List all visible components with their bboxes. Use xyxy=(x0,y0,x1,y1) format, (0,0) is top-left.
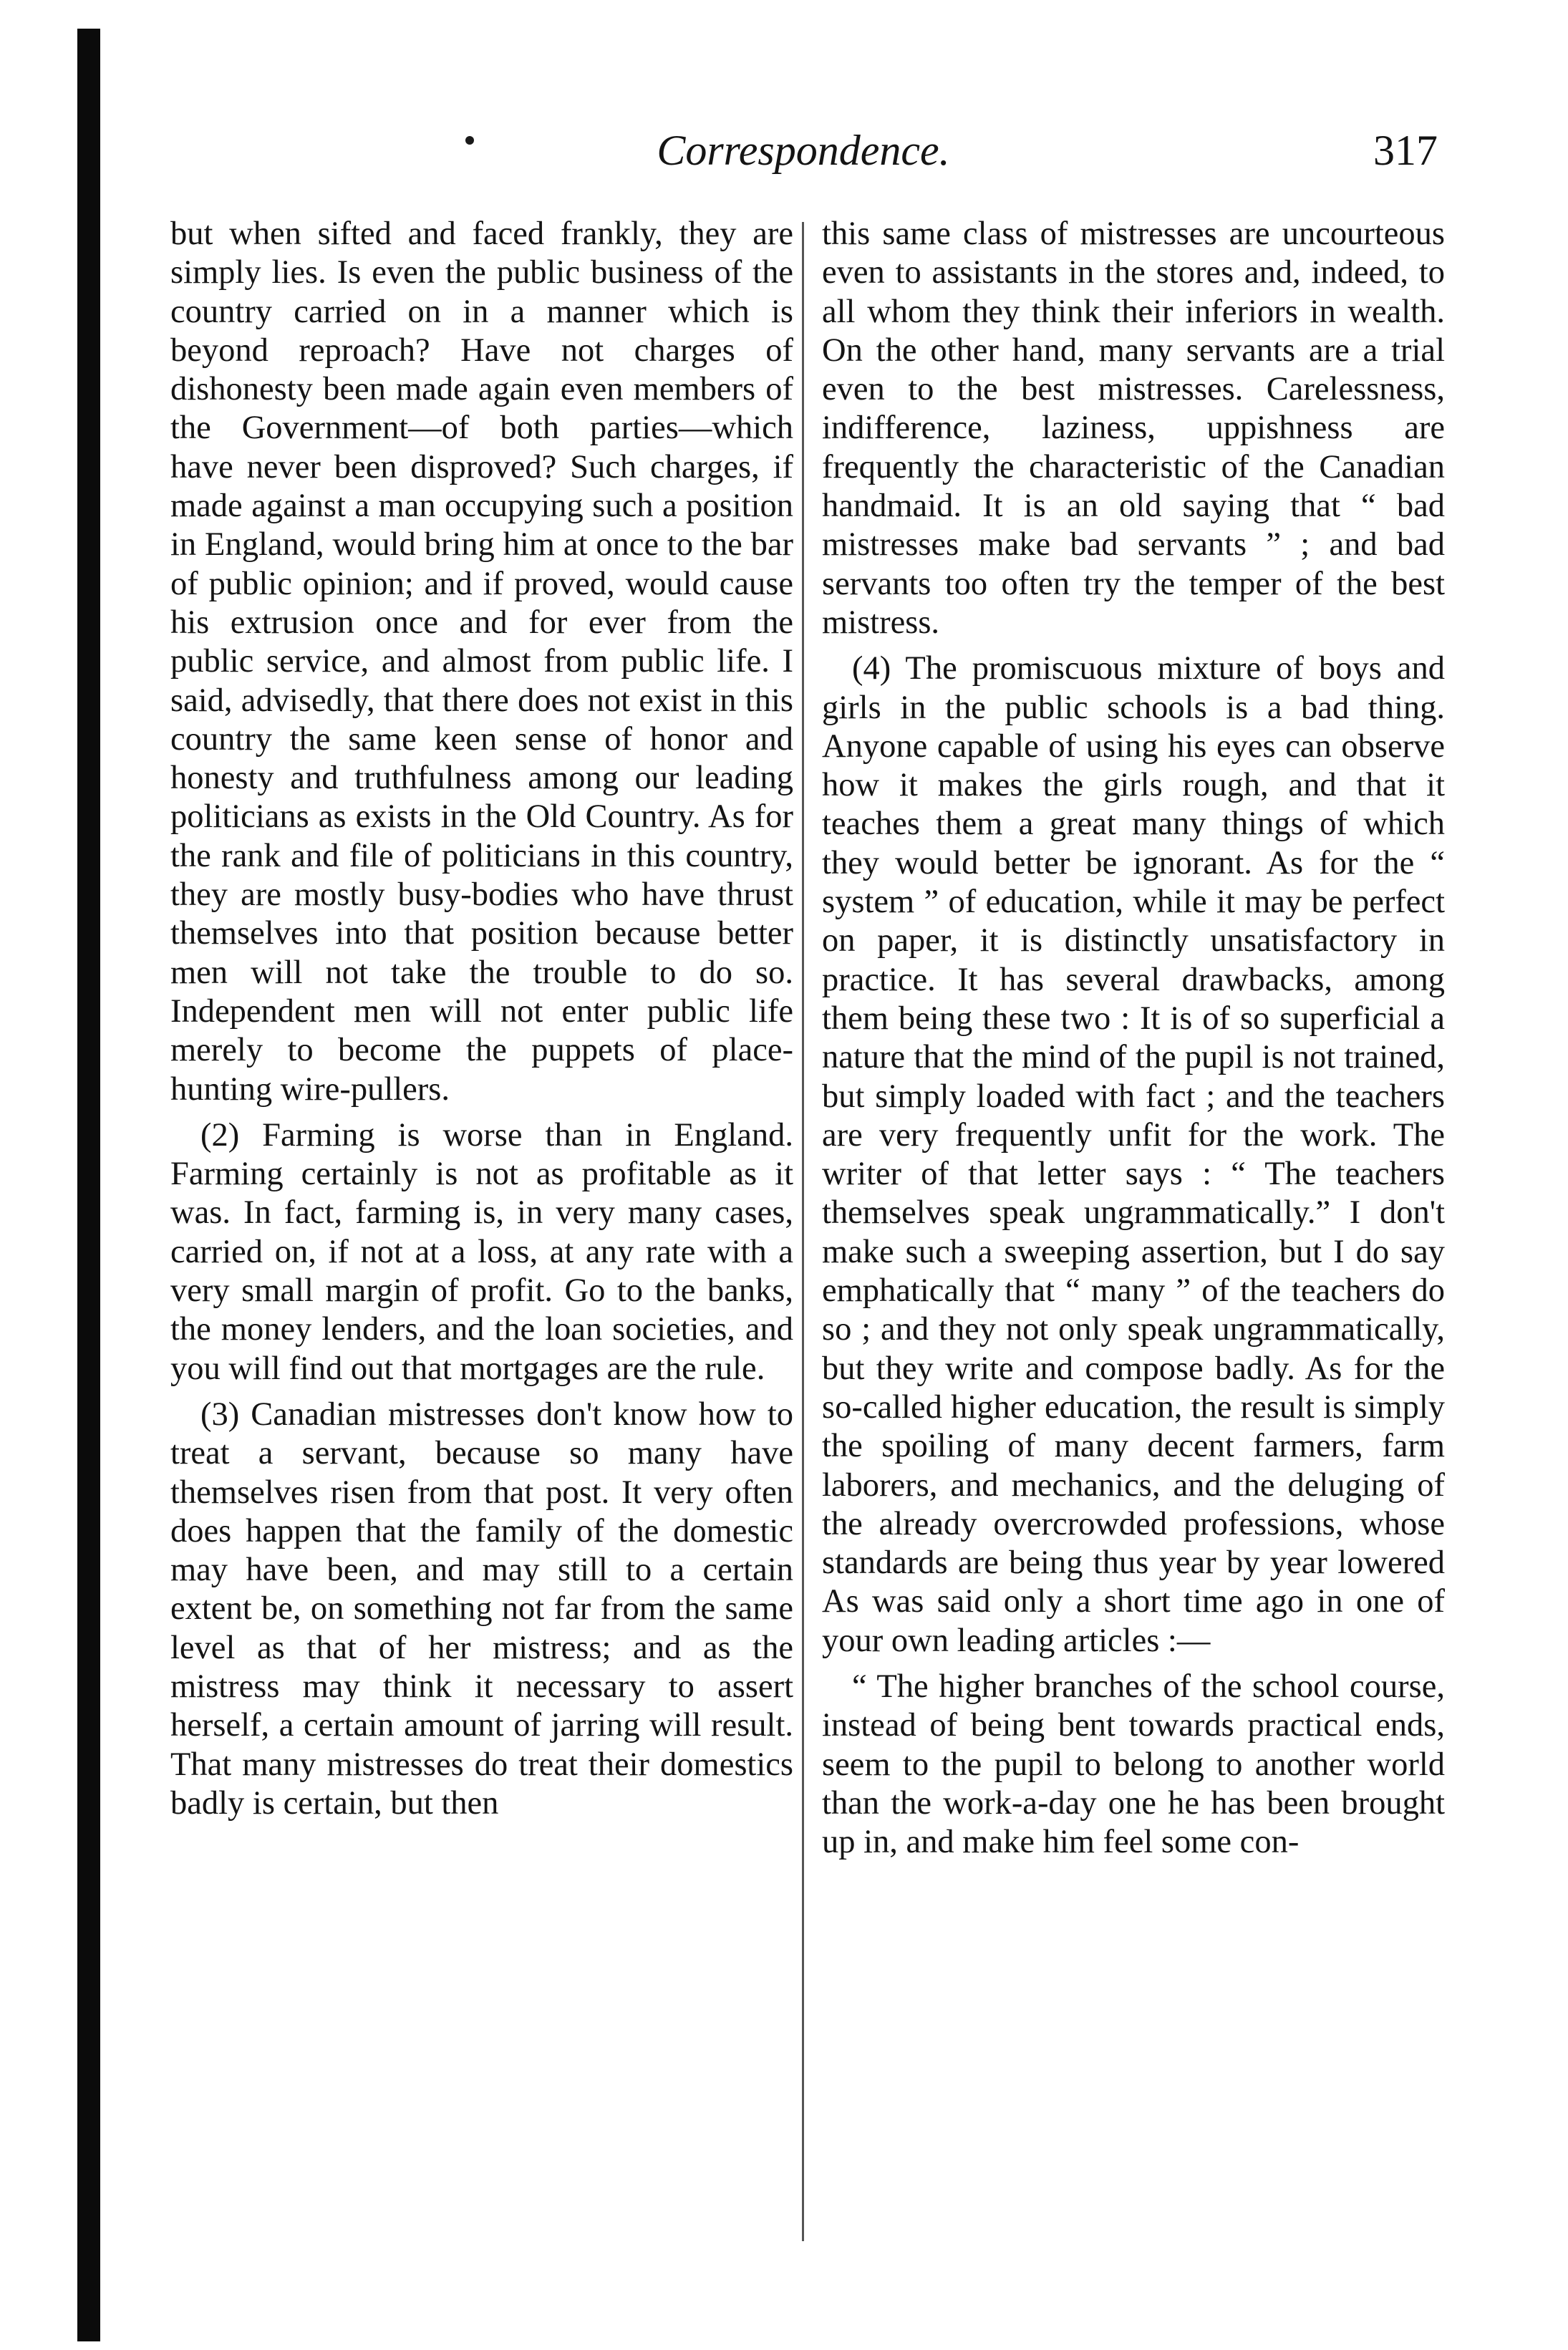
page-header xyxy=(169,120,1438,180)
paragraph: this same class of mistresses are uncourteous even to assistants in the stores and, indeed, to all whom they think their inferiors in wealth. On the other hand, many servants are a trial even to the best mistresses. Carelessness, indifference, laziness, uppishness are frequently the characteristic of the Canadian handmaid. It is an old saying that “ bad mistresses make bad servants ” ; and bad servants too often try the temper of the best mistress. xyxy=(822,216,1445,641)
scan-edge-shadow xyxy=(77,29,100,2341)
paragraph-quotation: “ The higher branches of the school course, instead of being bent towards practical ends, seem to the pupil to belong to another world than the work-a-day one he has been brought up in, and make him feel some con- xyxy=(822,1668,1445,1861)
column-divider xyxy=(802,222,804,2241)
paragraph: but when sifted and faced frankly, they are simply lies. Is even the public business of the country carried on in a manner which is beyond reproach? Have not charges of dishonesty been made again even members of the Government—of both parties—which have never been disproved? Such charges, if made against a man occupying such a position in England, would bring him at once to the bar of public opinion; and if proved, would cause his extrusion once and for ever from the public service, and almost from public life. I said, advisedly, that there does not exist in this country the same keen sense of honor and honesty and truthfulness among our leading politicians as exists in the Old Country. As for the rank and file of politicians in this country, they are mostly busy-bodies who have thrust themselves into that position because better men will not take the trouble to do so. Independent men will not enter public life merely to become the puppets of place-hunting wire-pullers. xyxy=(170,216,793,1108)
left-column xyxy=(170,215,793,1823)
right-column xyxy=(822,215,1445,1862)
paragraph-farming: (2) Farming is worse than in England. Farming certainly is not as profitable as it was. In fact, farming is, in very many cases, carried on, if not at a loss, at any rate with a very small margin of profit. Go to the banks, the money lenders, and the loan societies, and you will find out that mortgages are the rule. xyxy=(170,1116,793,1387)
paragraph-schools: (4) The promiscuous mixture of boys and girls in the public schools is a bad thing. Anyone capable of using his eyes can observe how it makes the girls rough, and that it teaches them a great many things of which they would better be ignorant. As for the “ system ” of education, while it may be perfect on paper, it is distinctly unsatisfactory in practice. It has several drawbacks, among them being these two : It is of so superficial a nature that the mind of the pupil is not trained, but simply loaded with fact ; and the teachers are very frequently unfit for the work. The writer of that letter says : “ The teachers themselves speak ungrammatically.” I don't make such a sweeping assertion, but I do say emphatically that “ many ” of the teachers do so ; and they not only speak ungrammatically, but they write and compose badly. As for the so-called higher education, the result is simply the spoiling of many decent farmers, farm laborers, and mechanics, and the deluging of the already overcrowded professions, whose standards are being thus year by year lowered As was said only a short time ago in one of your own leading articles :— xyxy=(822,650,1445,1659)
running-title: Correspondence. xyxy=(657,127,950,174)
page-number: 317 xyxy=(1373,127,1438,174)
paragraph-mistresses: (3) Canadian mistresses don't know how to treat a servant, because so many have themselves risen from that post. It very often does happen that the family of the domestic may have been, and may still to a certain extent be, on something not far from the same level as that of her mistress; and as the mistress may think it necessary to assert herself, a certain amount of jarring will result. That many mistresses do treat their domestics badly is certain, but then xyxy=(170,1396,793,1822)
